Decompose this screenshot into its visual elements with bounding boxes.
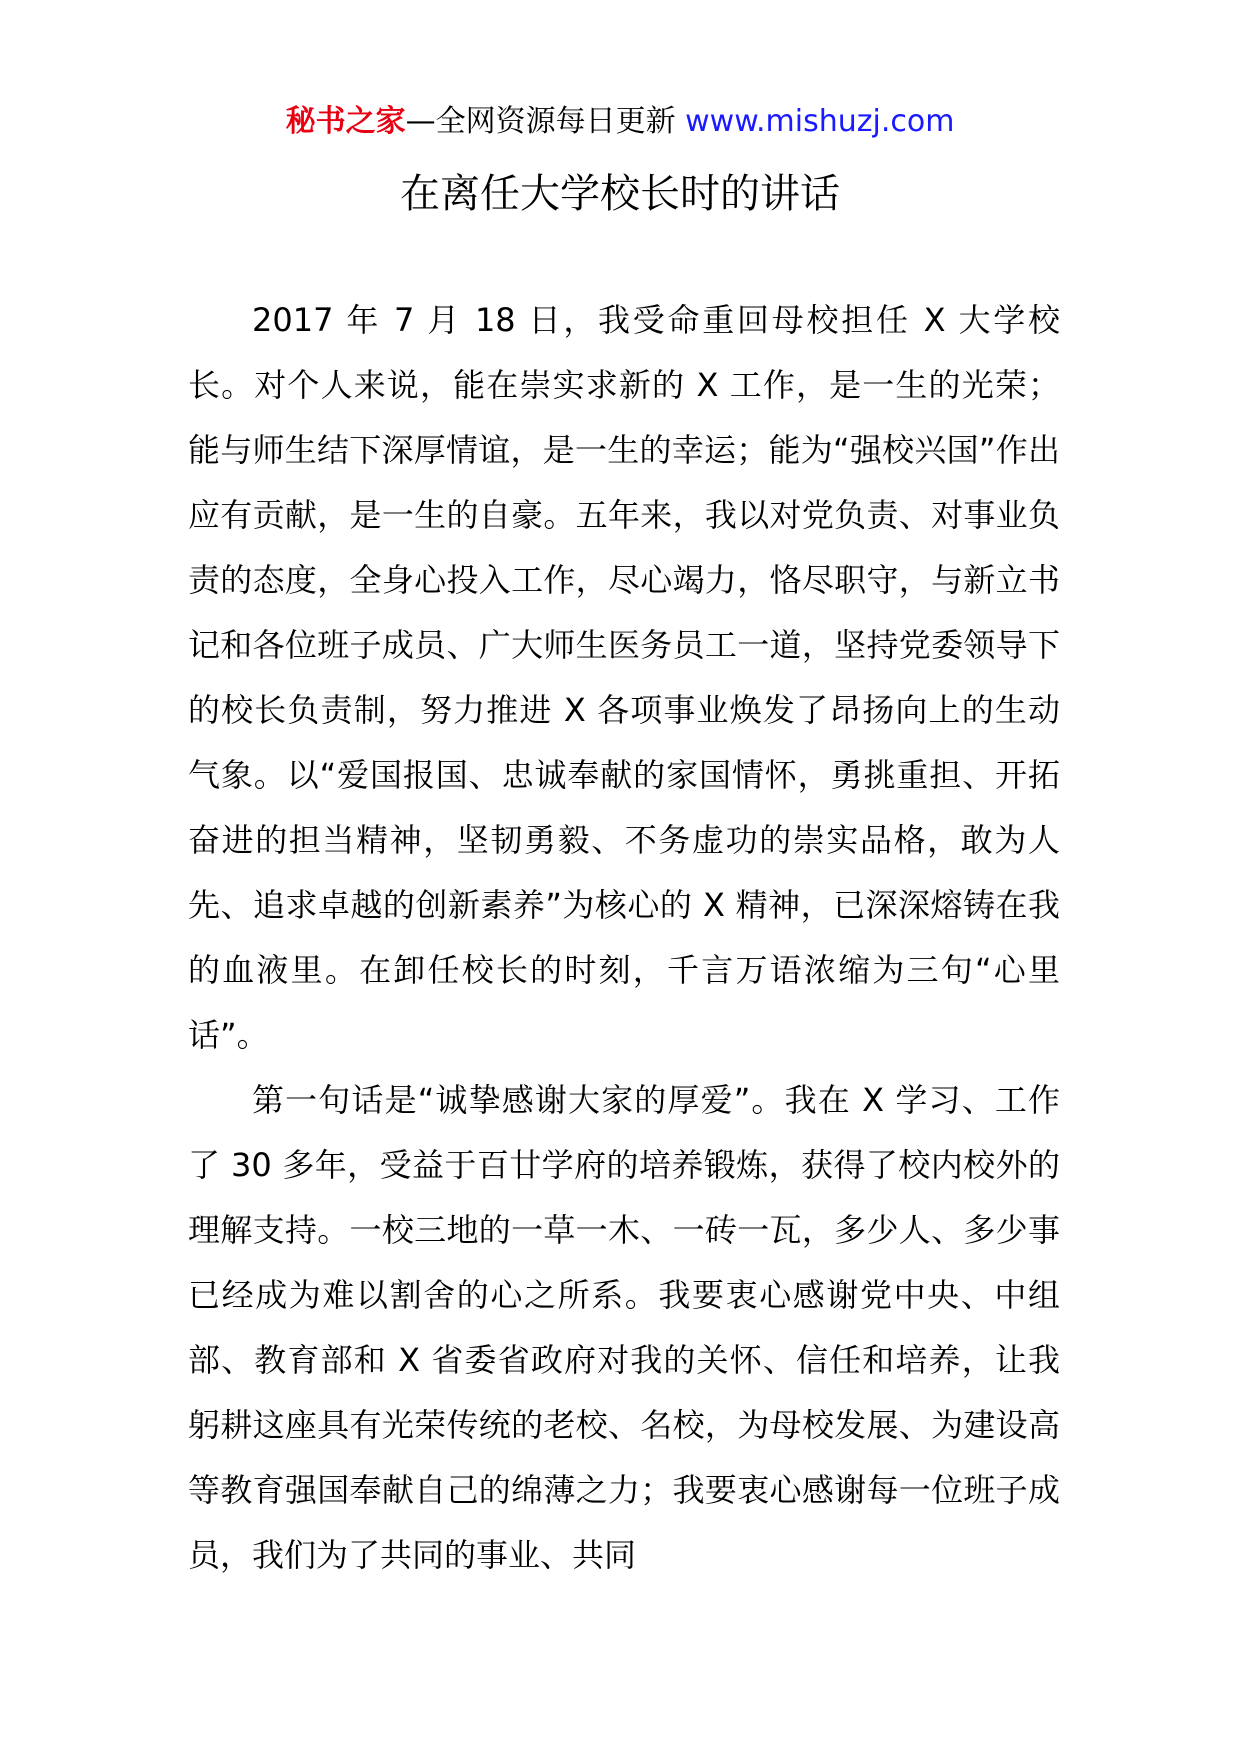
paragraph-2: 第一句话是“诚挚感谢大家的厚爱”。我在 X 学习、工作了 30 多年，受益于百廿学府的培养锻炼，获得了校内校外的理解支持。一校三地的一草一木、一砖一瓦，多少人、多少事已经成为难以割舍的心之所系。我要衷心感谢党中央、中组部、教育部和 X 省委省政府对我的关怀、信任和培养，让我躬耕这座具有光荣传统的老校、名校，为母校发展、为建设高等教育强国奉献自己的绵薄之力；我要衷心感谢每一位班子成员，我们为了共同的事业、共同 bbox=[188, 1081, 1060, 1574]
site-url[interactable]: www.mishuzj.com bbox=[685, 104, 955, 139]
site-header bbox=[0, 100, 1240, 144]
document-title: 在离任大学校长时的讲话 bbox=[400, 171, 840, 217]
header-tagline: —全网资源每日更新 bbox=[405, 104, 676, 139]
paragraph-1: 2017 年 7 月 18 日，我受命重回母校担任 X 大学校长。对个人来说，能在崇实求新的 X 工作，是一生的光荣；能与师生结下深厚情谊，是一生的幸运；能为“强校兴国”作出应有贡献，是一生的自豪。五年来，我以对党负责、对事业负责的态度，全身心投入工作，尽心竭力，恪尽职守，与新立书记和各位班子成员、广大师生医务员工一道，坚持党委领导下的校长负责制，努力推进 X 各项事业焕发了昂扬向上的生动气象。以“爱国报国、忠诚奉献的家国情怀，勇挑重担、开拓奋进的担当精神，坚韧勇毅、不务虚功的崇实品格，敢为人先、追求卓越的创新素养”为核心的 X 精神，已深深熔铸在我的血液里。在卸任校长的时刻，千言万语浓缩为三句“心里话”。 bbox=[188, 301, 1060, 1054]
brand-name: 秘书之家 bbox=[285, 104, 406, 139]
document-body bbox=[188, 288, 1060, 1588]
